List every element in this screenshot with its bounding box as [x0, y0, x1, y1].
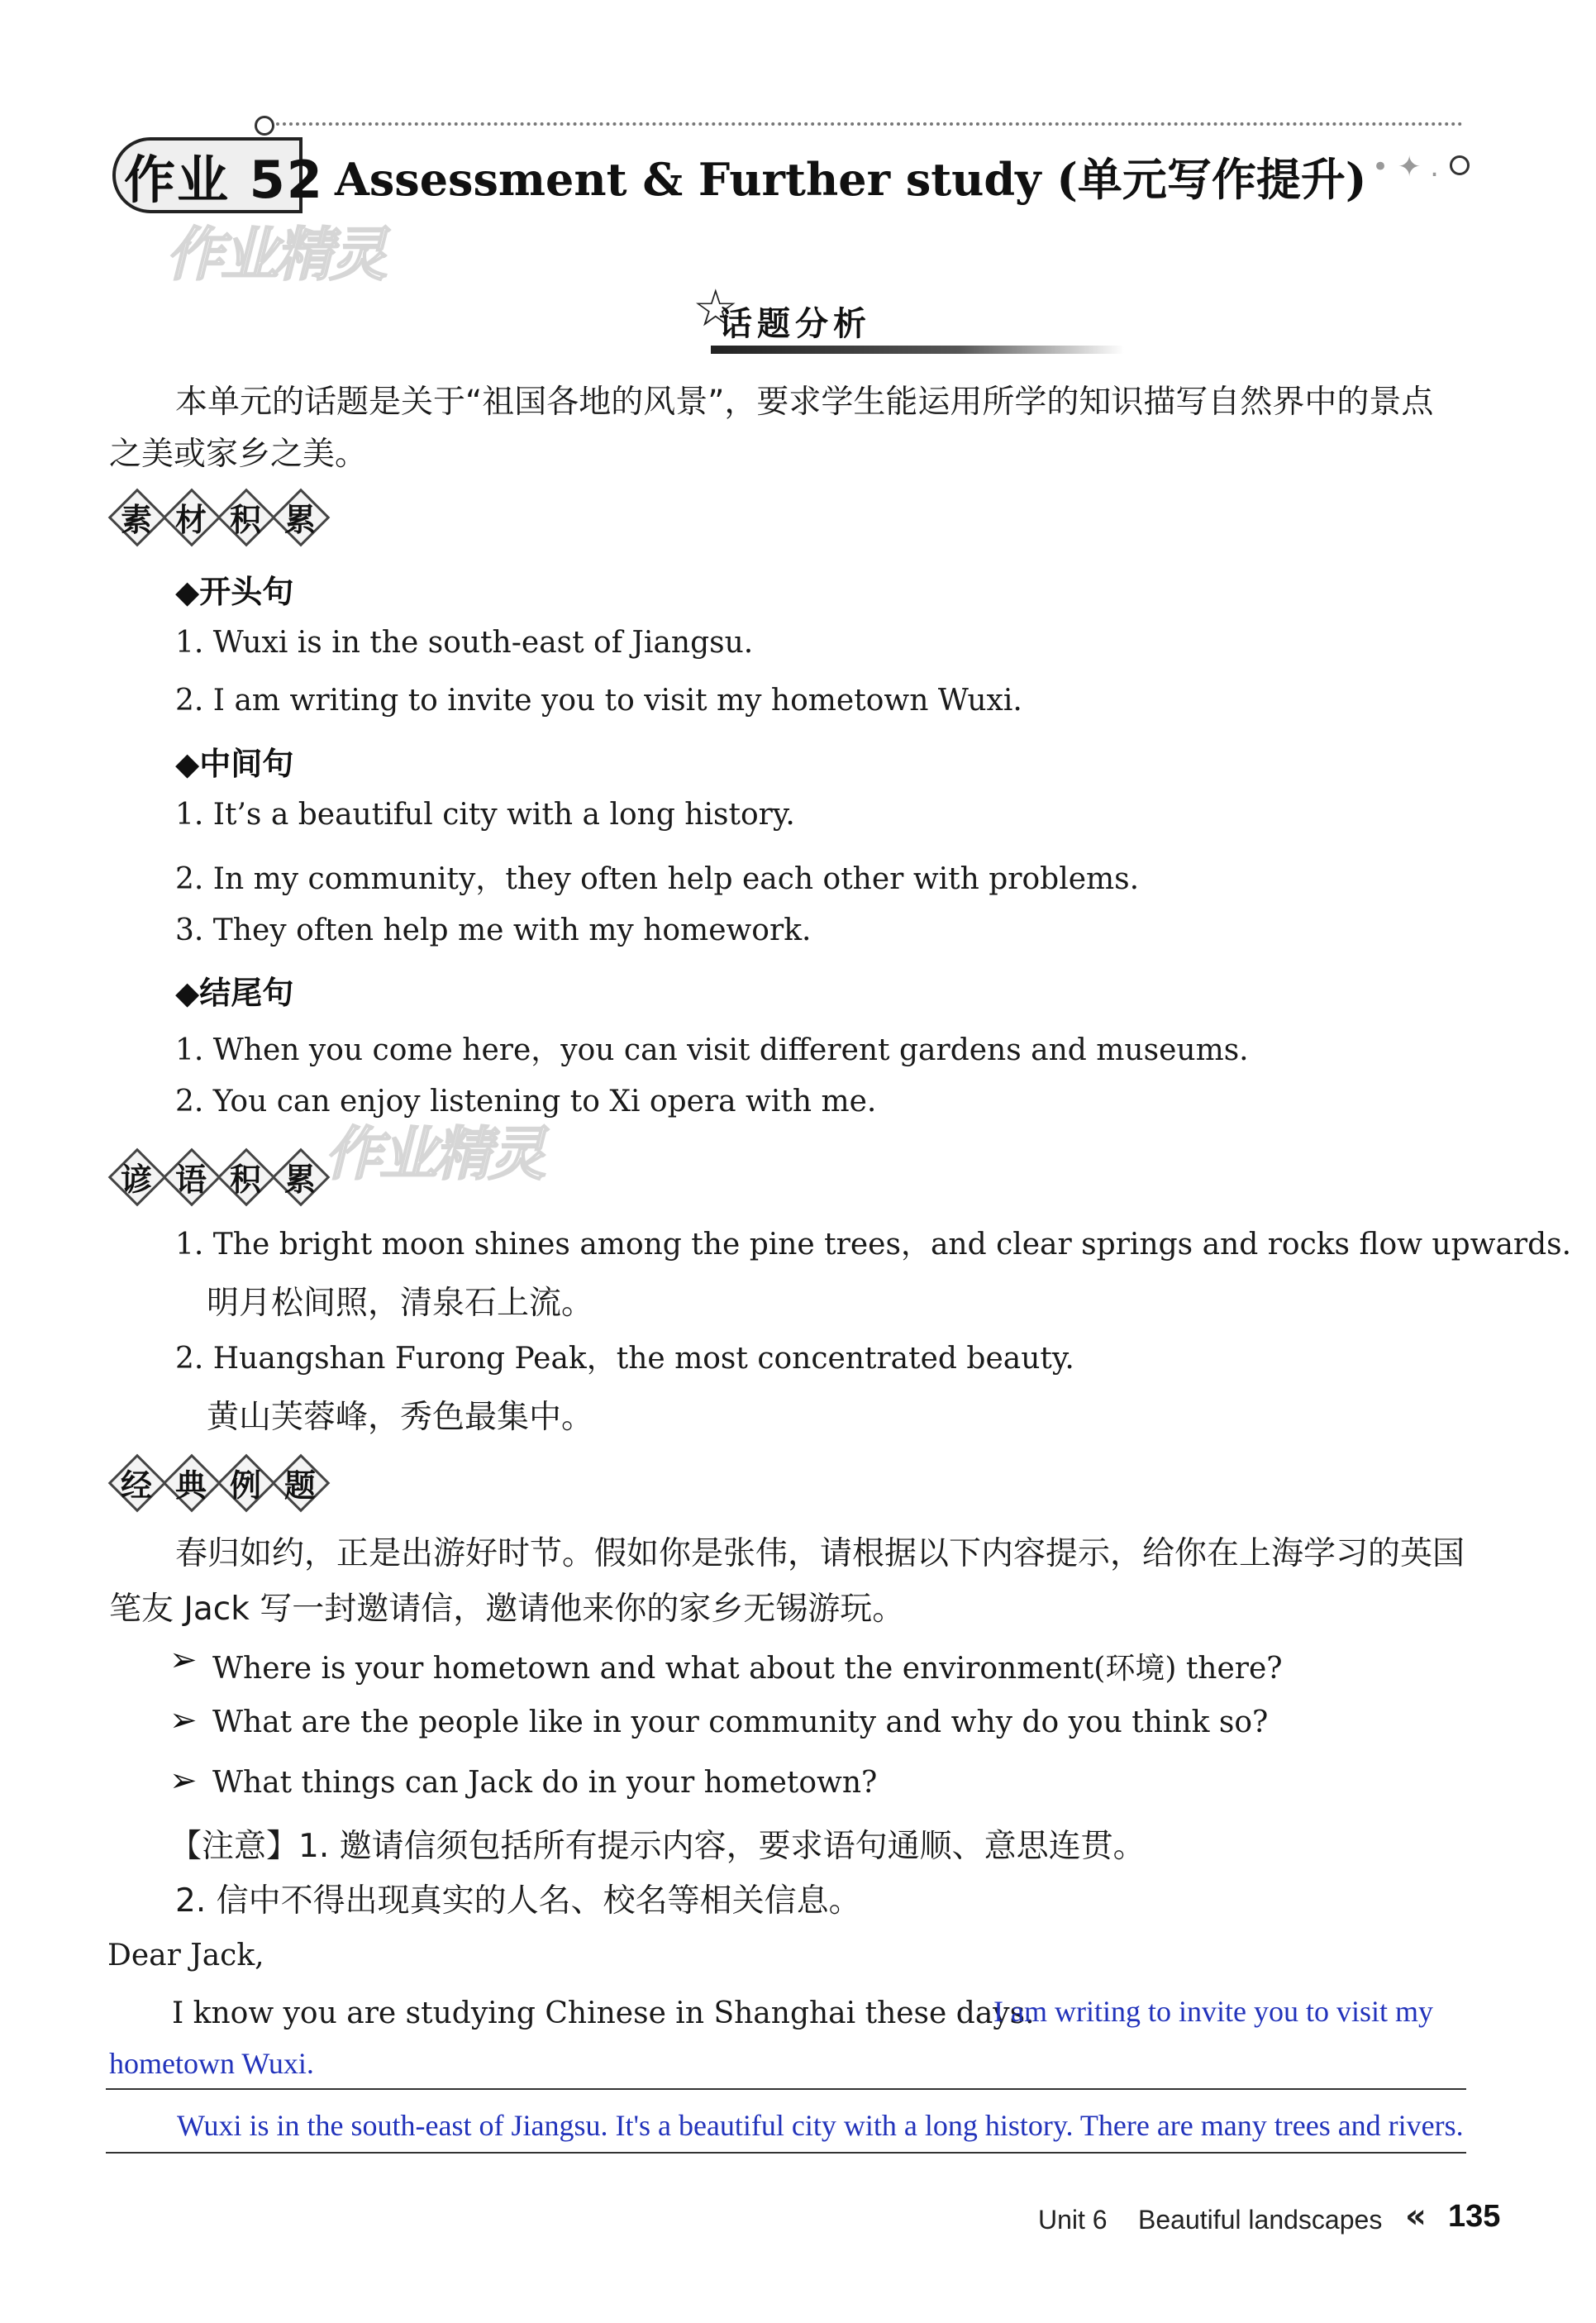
topic-heading: 话题分析: [719, 305, 871, 343]
ending-label: ◆结尾句: [175, 975, 294, 1011]
opening-label: ◆开头句: [175, 574, 294, 610]
example-prompt-line2: 笔友 Jack 写一封邀请信，邀请他来你的家乡无锡游玩。: [109, 1591, 905, 1628]
tag-char: 素: [112, 492, 161, 541]
middle-sentence-1: 1. It’s a beautiful city with a long history.: [175, 798, 795, 832]
answer-line-2: Wuxi is in the south-east of Jiangsu. It's a beautiful city with a long history. There are many trees and rivers.: [177, 2109, 1464, 2142]
example-question-2: What are the people like in your community and why do you think so?: [212, 1705, 1269, 1739]
note-line-1: 【注意】1. 邀请信须包括所有提示内容，要求语句通顺、意思连贯。: [169, 1828, 1146, 1865]
section-tag-example: [112, 1457, 325, 1507]
tag-char: 材: [166, 492, 216, 541]
proverb-1-english: 1. The bright moon shines among the pine trees，and clear springs and rocks flow upwards.: [175, 1228, 1572, 1262]
topic-underline: [711, 346, 1124, 354]
watermark-logo: 作业精灵: [321, 1120, 556, 1188]
ending-sentence-2: 2. You can enjoy listening to Xi opera with me.: [175, 1085, 877, 1119]
ending-sentence-1: 1. When you come here，you can visit different gardens and museums.: [175, 1033, 1249, 1067]
tag-char: 题: [275, 1457, 325, 1507]
opening-sentence-1: 1. Wuxi is in the south-east of Jiangsu.: [175, 626, 754, 660]
sparkle-icon: • ✦ .: [1372, 150, 1439, 184]
watermark-logo: 作业精灵: [162, 221, 398, 289]
header-knob-right: [1450, 155, 1470, 175]
topic-intro-line1: 本单元的话题是关于“祖国各地的风景”，要求学生能运用所学的知识描写自然界中的景点: [175, 384, 1434, 421]
assignment-number: 作业 52: [124, 150, 324, 210]
tag-char: 谚: [112, 1152, 161, 1201]
opening-sentence-2: 2. I am writing to invite you to visit my hometown Wuxi.: [175, 684, 1022, 718]
section-tag-material: [112, 492, 325, 541]
tag-char: 积: [221, 492, 270, 541]
section-tag-proverbs: [112, 1152, 325, 1201]
header-knob-left: [255, 116, 274, 136]
tag-char: 累: [275, 492, 325, 541]
tag-char: 累: [275, 1152, 325, 1201]
tag-char: 经: [112, 1457, 161, 1507]
arrow-icon: ➢: [169, 1641, 198, 1679]
footer-unit: Unit 6: [1038, 2205, 1108, 2235]
tag-char: 语: [166, 1152, 216, 1201]
letter-salutation: Dear Jack,: [107, 1939, 264, 1972]
page-title: Assessment & Further study (单元写作提升): [335, 153, 1367, 206]
middle-label: ◆中间句: [175, 746, 294, 782]
proverb-1-chinese: 明月松间照，清泉石上流。: [207, 1285, 594, 1322]
note-line-2: 2. 信中不得出现真实的人名、校名等相关信息。: [175, 1882, 861, 1920]
answer-line-1a: I am writing to invite you to visit my: [993, 1995, 1433, 2028]
double-chevron-left-icon: «: [1405, 2197, 1427, 2235]
proverb-2-chinese: 黄山芙蓉峰，秀色最集中。: [207, 1399, 594, 1436]
answer-rule-2: [106, 2152, 1466, 2154]
tag-char: 例: [221, 1457, 270, 1507]
header-dotted-line: [263, 122, 1463, 134]
page-number: 135: [1448, 2199, 1501, 2234]
arrow-icon: ➢: [169, 1762, 198, 1800]
example-question-3: What things can Jack do in your hometown?: [212, 1766, 878, 1800]
example-prompt-line1: 春归如约，正是出游好时节。假如你是张伟，请根据以下内容提示，给你在上海学习的英国: [175, 1535, 1465, 1572]
footer-unit-title: Beautiful landscapes: [1138, 2205, 1383, 2235]
tag-char: 典: [166, 1457, 216, 1507]
topic-intro-line2: 之美或家乡之美。: [109, 436, 368, 473]
middle-sentence-3: 3. They often help me with my homework.: [175, 913, 812, 947]
arrow-icon: ➢: [169, 1701, 198, 1739]
tag-char: 积: [221, 1152, 270, 1201]
star-icon: ☆: [693, 278, 739, 338]
middle-sentence-2: 2. In my community，they often help each other with problems.: [175, 862, 1140, 896]
proverb-2-english: 2. Huangshan Furong Peak，the most concentrated beauty.: [175, 1342, 1074, 1376]
answer-rule-1: [106, 2088, 1466, 2090]
example-question-1: Where is your hometown and what about the environment(环境) there?: [212, 1652, 1283, 1686]
letter-opening: I know you are studying Chinese in Shanghai these days.: [172, 1996, 1035, 2030]
answer-line-1b: hometown Wuxi.: [109, 2047, 314, 2080]
